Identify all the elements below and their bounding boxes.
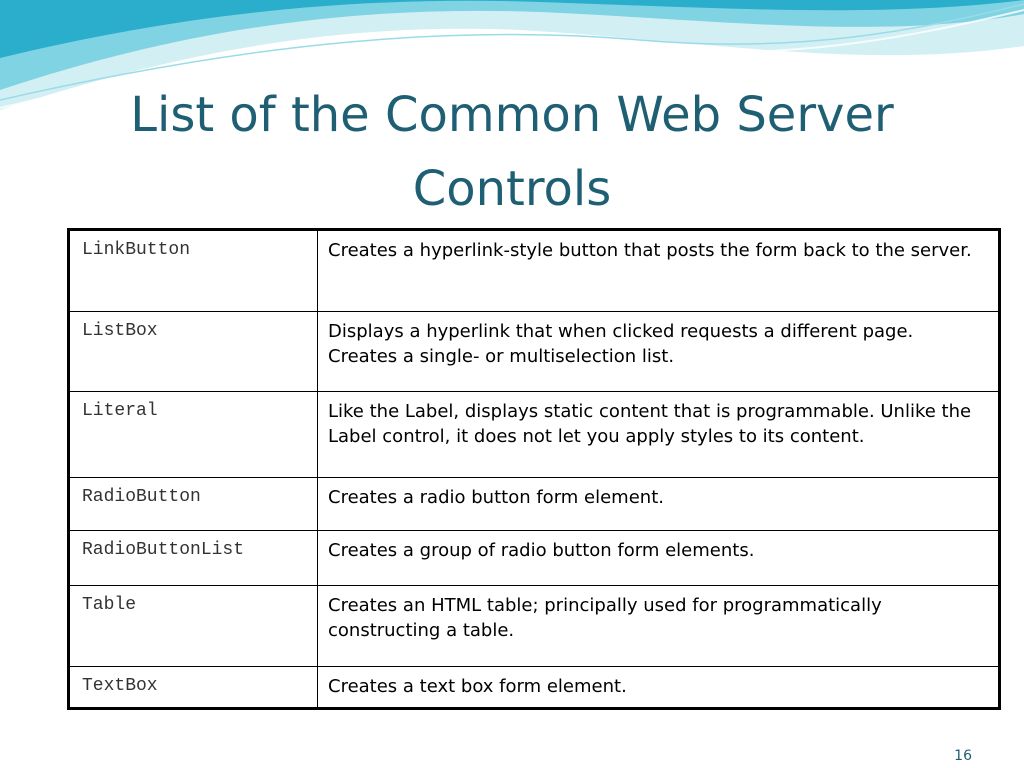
control-description-cell: Creates a radio button form element. <box>318 478 1000 531</box>
control-name-cell: LinkButton <box>69 230 318 312</box>
control-description-cell: Creates an HTML table; principally used for programmatically constructing a table. <box>318 586 1000 667</box>
control-description-cell: Creates a text box form element. <box>318 667 1000 709</box>
control-description-cell: Displays a hyperlink that when clicked requests a different page. Creates a single- or multiselection list. <box>318 312 1000 392</box>
control-name-cell: Literal <box>69 392 318 478</box>
table-row <box>69 392 1000 478</box>
page-number: 16 <box>954 748 972 764</box>
table-row <box>69 312 1000 392</box>
control-name-cell: Table <box>69 586 318 667</box>
control-description-cell: Creates a group of radio button form elements. <box>318 531 1000 586</box>
table-row <box>69 230 1000 312</box>
control-name-cell: RadioButton <box>69 478 318 531</box>
table-row <box>69 478 1000 531</box>
control-name-cell: TextBox <box>69 667 318 709</box>
control-description-cell: Like the Label, displays static content that is programmable. Unlike the Label control, it does not let you apply styles to its content. <box>318 392 1000 478</box>
control-description-cell: Creates a hyperlink-style button that posts the form back to the server. <box>318 230 1000 312</box>
control-name-cell: ListBox <box>69 312 318 392</box>
table-row <box>69 586 1000 667</box>
slide-title: List of the Common Web Server Controls <box>130 87 894 217</box>
table-row <box>69 531 1000 586</box>
control-name-cell: RadioButtonList <box>69 531 318 586</box>
table-row <box>69 667 1000 709</box>
controls-table <box>67 228 1001 710</box>
